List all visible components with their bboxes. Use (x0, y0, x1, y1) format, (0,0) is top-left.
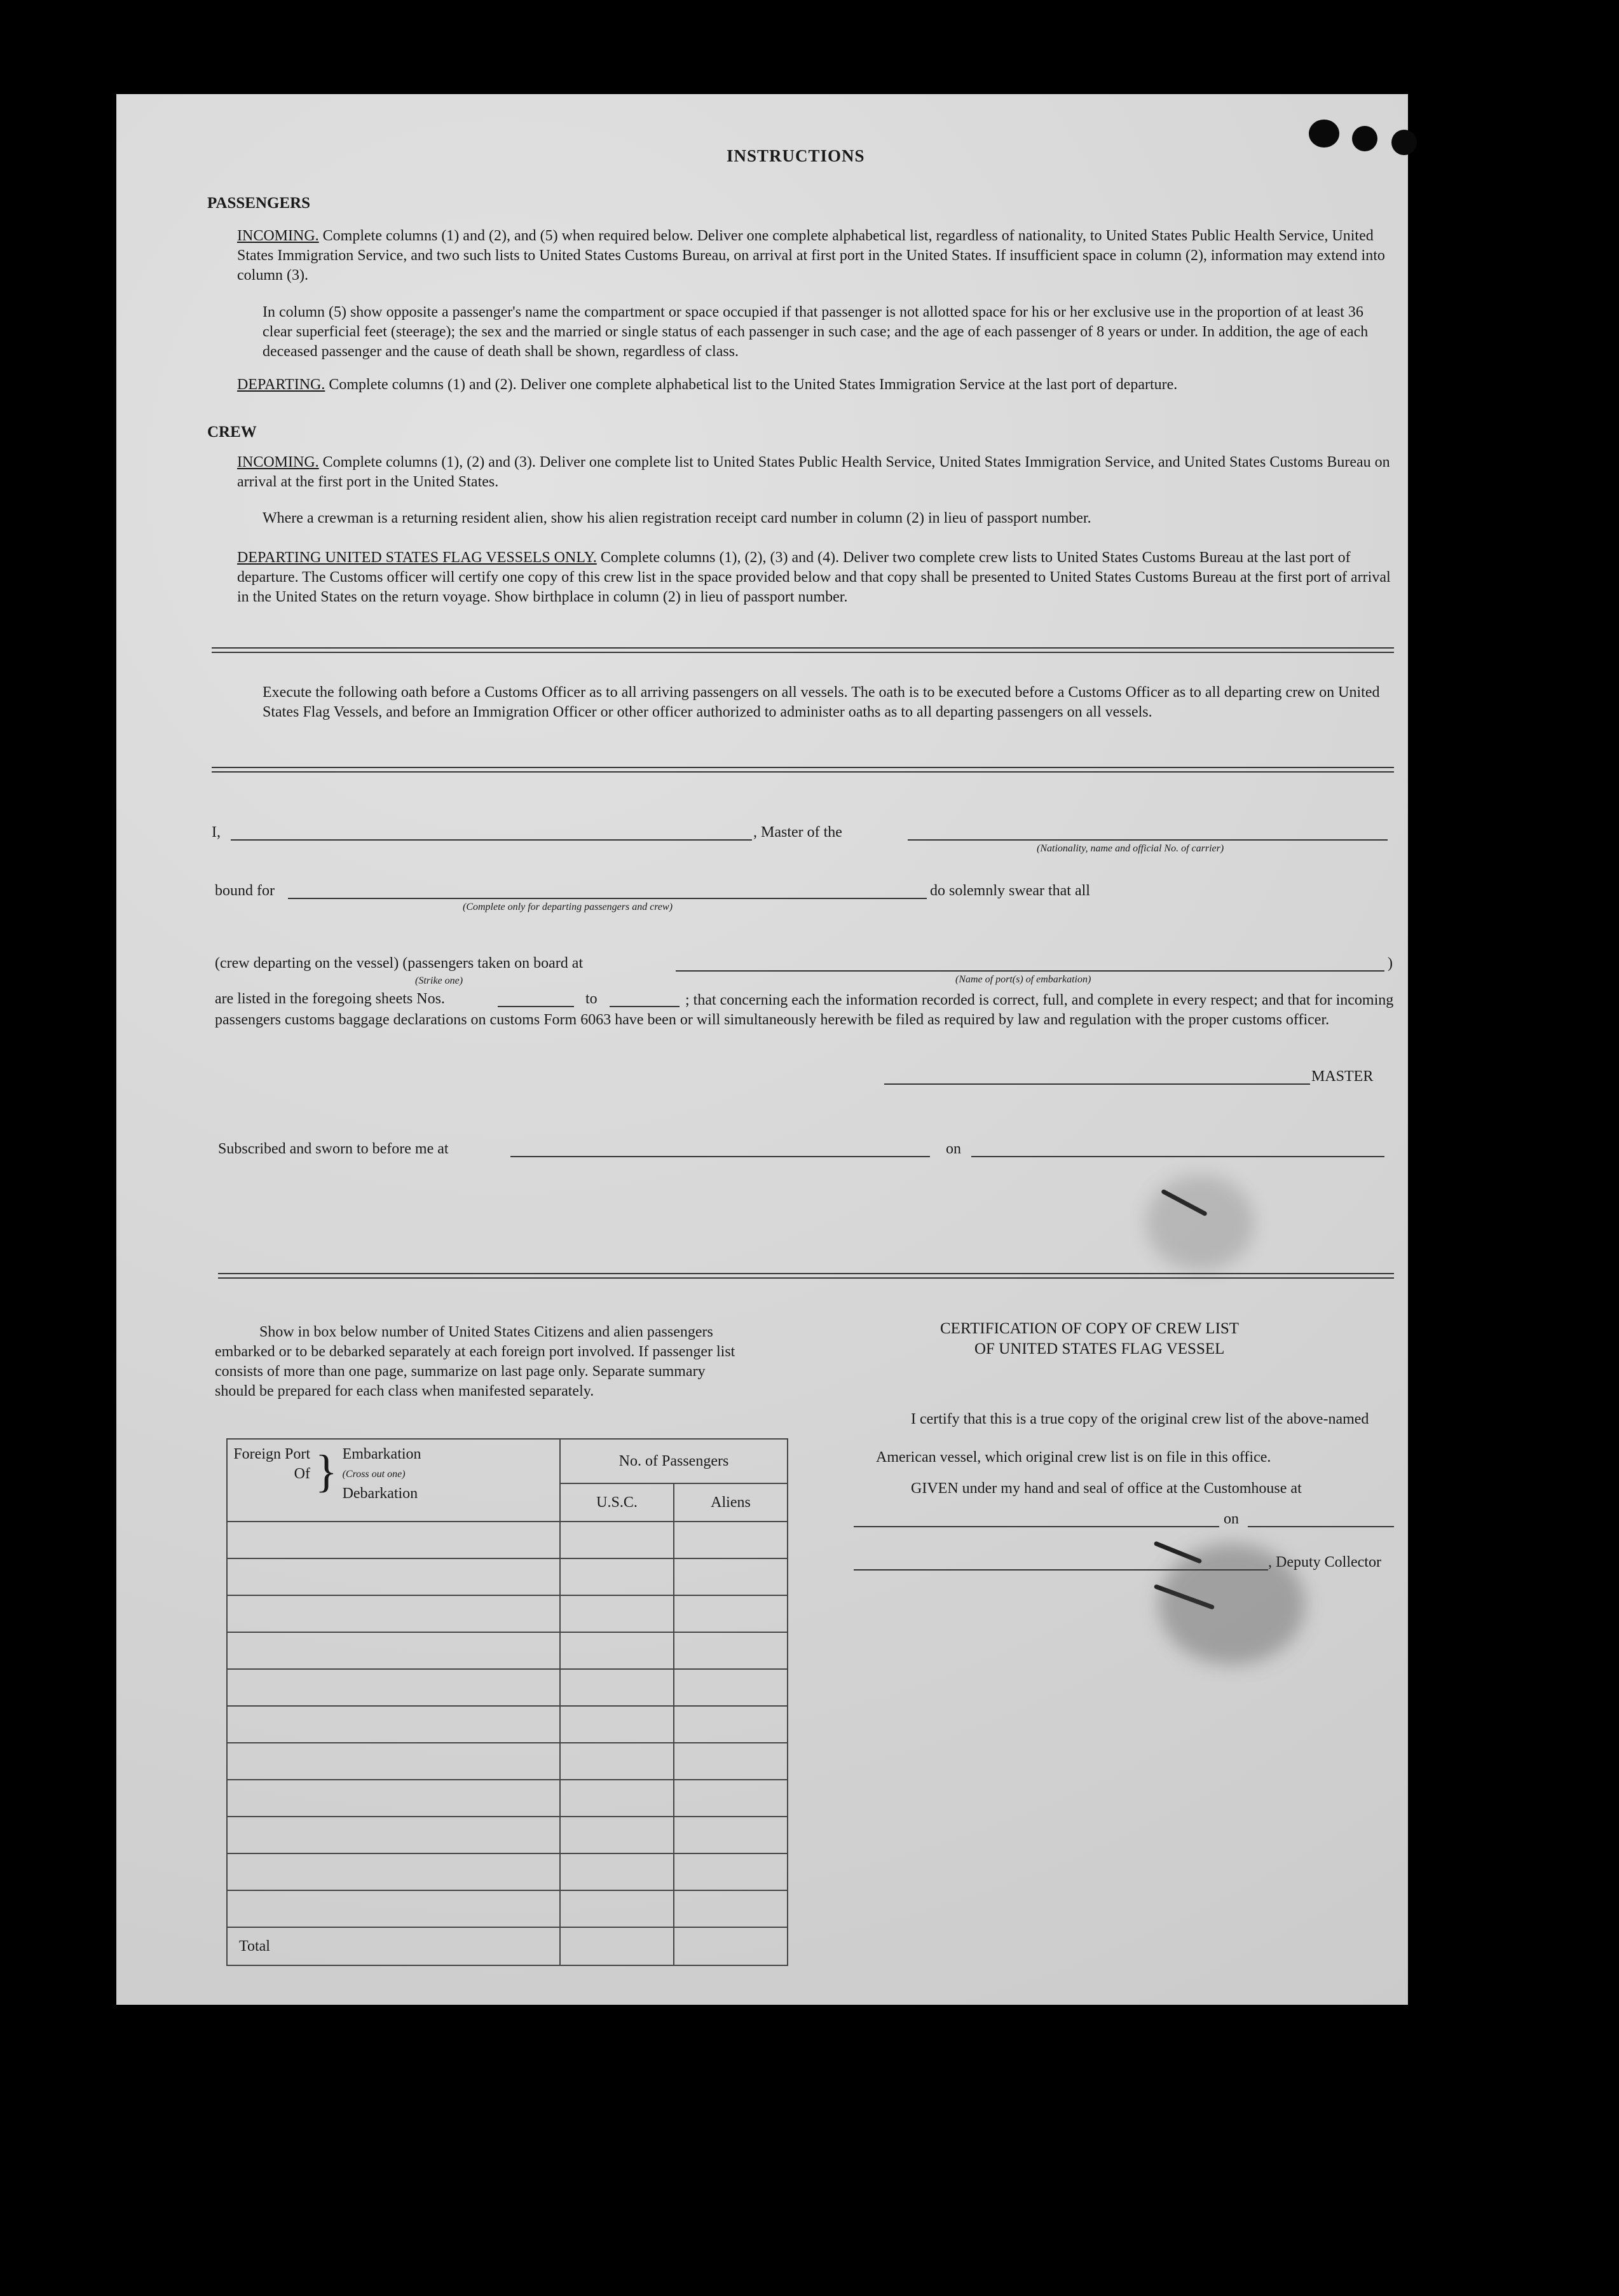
aliens-cell[interactable] (674, 1669, 788, 1706)
sworn-place-field[interactable] (510, 1156, 930, 1157)
passengers-incoming-label: INCOMING. (237, 228, 319, 244)
passengers-incoming-paragraph (237, 226, 1394, 285)
table-row[interactable] (227, 1853, 560, 1890)
passengers-incoming-text: Complete columns (1) and (2), and (5) when required below. Deliver one complete alphabetical list, regardless of nationality, to United States Public Health Service, United States Immigration Service, and two such lists to United States Customs Bureau, on arrival at first port in the United States. If insufficient space in column (2), information may extend into column (3). (237, 228, 1385, 284)
debarkation-label: Debarkation (342, 1485, 418, 1502)
usc-total-cell[interactable] (560, 1927, 674, 1965)
crew-incoming-label: INCOMING. (237, 454, 319, 471)
aliens-cell[interactable] (674, 1780, 788, 1817)
cert-on-label: on (1224, 1511, 1239, 1527)
master-label: MASTER (1311, 1068, 1374, 1085)
page-title: INSTRUCTIONS (727, 146, 865, 165)
usc-cell[interactable] (560, 1595, 674, 1632)
usc-cell[interactable] (560, 1558, 674, 1595)
no-of-passengers-header: No. of Passengers (560, 1439, 788, 1483)
certification-title-line1: CERTIFICATION OF COPY OF CREW LIST (940, 1320, 1240, 1337)
usc-cell[interactable] (560, 1743, 674, 1780)
aliens-cell[interactable] (674, 1890, 788, 1927)
oath-execute-text: Execute the following oath before a Customs Officer as to all arriving passengers on all vessels. The oath is to be executed before a Customs Officer as to all departing crew on United States Flag Vessels, and before an Immigration Officer or other officer authorized to administer oaths as to all departing passengers on all vessels. (263, 684, 1380, 720)
crew-departing-paragraph (237, 548, 1394, 607)
table-row[interactable] (227, 1743, 560, 1780)
ink-blot (1352, 126, 1377, 151)
aliens-cell[interactable] (674, 1706, 788, 1743)
usc-cell[interactable] (560, 1706, 674, 1743)
divider (212, 767, 1394, 773)
deputy-collector-label: , Deputy Collector (1268, 1554, 1381, 1571)
summary-show-text: Show in box below number of United States Citizens and alien passengers embarked or to be debarked separately at each foreign port involved. If passenger list consists of more than one page, summarize on last page only. Separate summary should be prepared for each class when manifested separately. (215, 1324, 735, 1399)
table-row[interactable] (227, 1558, 560, 1595)
ink-blot (1309, 120, 1339, 148)
crew-departing-text: (crew departing on the vessel) (passengers taken on board at (215, 955, 584, 972)
passengers-column5-text: In column (5) show opposite a passenger's name the compartment or space occupied if that passenger is not allotted space for his or her exclusive use in the proportion of at least 36 clear superficial feet (steerage); the sex and the married or single status of each passenger in such case; and the age of each passenger of 8 years or under. In addition, the age of each deceased passenger and the cause of death shall be shown, regardless of class. (263, 304, 1369, 360)
crew-departing-label: DEPARTING UNITED STATES FLAG VESSELS ONLY. (237, 549, 597, 566)
embarkation-port-field[interactable] (676, 970, 1384, 972)
certification-certify-text: I certify that this is a true copy of the original crew list of the above-named American vessel, which original crew list is on file in this office. (876, 1411, 1369, 1466)
oath-master-of: , Master of the (753, 824, 842, 841)
table-row[interactable] (227, 1817, 560, 1853)
usc-cell[interactable] (560, 1780, 674, 1817)
sheets-rest: ; that concerning each the information recorded is correct, full, and complete in every respect; and that for incoming passengers customs baggage declarations on customs Form 6063 have been or will simultaneously herewith be filed as required by law and regulation with the proper customs officer. (215, 992, 1394, 1028)
table-row[interactable] (227, 1522, 560, 1558)
smudge (1146, 1175, 1254, 1270)
table-row[interactable] (227, 1706, 560, 1743)
oath-i-label: I, (212, 824, 221, 841)
table-row[interactable] (227, 1780, 560, 1817)
aliens-cell[interactable] (674, 1595, 788, 1632)
table-row[interactable] (227, 1890, 560, 1927)
strike-one-caption: (Strike one) (415, 975, 463, 986)
usc-cell[interactable] (560, 1853, 674, 1890)
master-name-field[interactable] (231, 839, 752, 841)
aliens-cell[interactable] (674, 1743, 788, 1780)
embarkation-label: Embarkation (342, 1446, 421, 1462)
usc-cell[interactable] (560, 1669, 674, 1706)
passenger-summary-table (226, 1438, 788, 1966)
crew-incoming-text: Complete columns (1), (2) and (3). Deliver one complete list to United States Public Health Service, United States Immigration Service, and United States Customs Bureau on arrival at the first port in the United States. (237, 454, 1390, 490)
crew-heading: CREW (207, 423, 257, 441)
sheets-to: to (585, 991, 598, 1007)
divider (218, 1273, 1394, 1279)
oath-on-label: on (946, 1141, 961, 1157)
passengers-departing-text: Complete columns (1) and (2). Deliver one complete alphabetical list to the United States Immigration Service at the last port of departure. (329, 376, 1178, 393)
usc-cell[interactable] (560, 1522, 674, 1558)
form-page (116, 94, 1408, 2005)
crew-departing-text: Complete columns (1), (2), (3) and (4). Deliver two complete crew lists to United States Customs Bureau at the last port of departure. The Customs officer will certify one copy of this crew list in the space provided below and that copy shall be presented to United States Customs Bureau at the first port of arrival in the United States on the return voyage. Show birthplace in column (2) in lieu of passport number. (237, 549, 1391, 605)
aliens-cell[interactable] (674, 1522, 788, 1558)
usc-cell[interactable] (560, 1817, 674, 1853)
crew-resident-text: Where a crewman is a returning resident alien, show his alien registration receipt card number in column (2) in lieu of passport number. (263, 510, 1091, 526)
table-row[interactable] (227, 1669, 560, 1706)
carrier-field[interactable] (908, 839, 1388, 841)
total-label: Total (227, 1927, 560, 1965)
aliens-cell[interactable] (674, 1853, 788, 1890)
cross-out-caption: (Cross out one) (342, 1469, 406, 1480)
complete-only-caption: (Complete only for departing passengers and crew) (463, 902, 673, 912)
usc-cell[interactable] (560, 1632, 674, 1669)
cert-date-field[interactable] (1248, 1526, 1394, 1527)
master-signature-field[interactable] (884, 1083, 1310, 1085)
aliens-cell[interactable] (674, 1558, 788, 1595)
smudge (1159, 1544, 1305, 1665)
passengers-departing-paragraph (237, 375, 1394, 395)
passengers-heading: PASSENGERS (207, 195, 311, 212)
aliens-total-cell[interactable] (674, 1927, 788, 1965)
divider (212, 647, 1394, 653)
port-header (227, 1439, 560, 1522)
certification-given-text: GIVEN under my hand and seal of office at the Customhouse at (911, 1480, 1302, 1497)
certification-title-line2: OF UNITED STATES FLAG VESSEL (974, 1340, 1225, 1358)
bound-for-field[interactable] (288, 898, 927, 899)
table-row[interactable] (227, 1632, 560, 1669)
ports-caption: (Name of port(s) of embarkation) (955, 974, 1091, 985)
brace: } (315, 1446, 338, 1497)
cert-place-field[interactable] (854, 1526, 1219, 1527)
sheets-prefix: are listed in the foregoing sheets Nos. (215, 991, 445, 1007)
swear-text: do solemnly swear that all (930, 883, 1090, 899)
sworn-date-field[interactable] (971, 1156, 1384, 1157)
usc-header: U.S.C. (560, 1483, 674, 1522)
ink-blot (1391, 130, 1417, 155)
usc-cell[interactable] (560, 1890, 674, 1927)
passengers-departing-label: DEPARTING. (237, 376, 325, 393)
crew-incoming-paragraph (237, 453, 1394, 492)
subscribed-text: Subscribed and sworn to before me at (218, 1141, 449, 1157)
close-paren: ) (1388, 955, 1393, 972)
table-row[interactable] (227, 1595, 560, 1632)
nationality-caption: (Nationality, name and official No. of carrier) (1037, 843, 1224, 854)
aliens-header: Aliens (674, 1483, 788, 1522)
aliens-cell[interactable] (674, 1632, 788, 1669)
foreign-port-of-label: Foreign Port Of (233, 1446, 310, 1482)
bound-for-label: bound for (215, 883, 275, 899)
aliens-cell[interactable] (674, 1817, 788, 1853)
